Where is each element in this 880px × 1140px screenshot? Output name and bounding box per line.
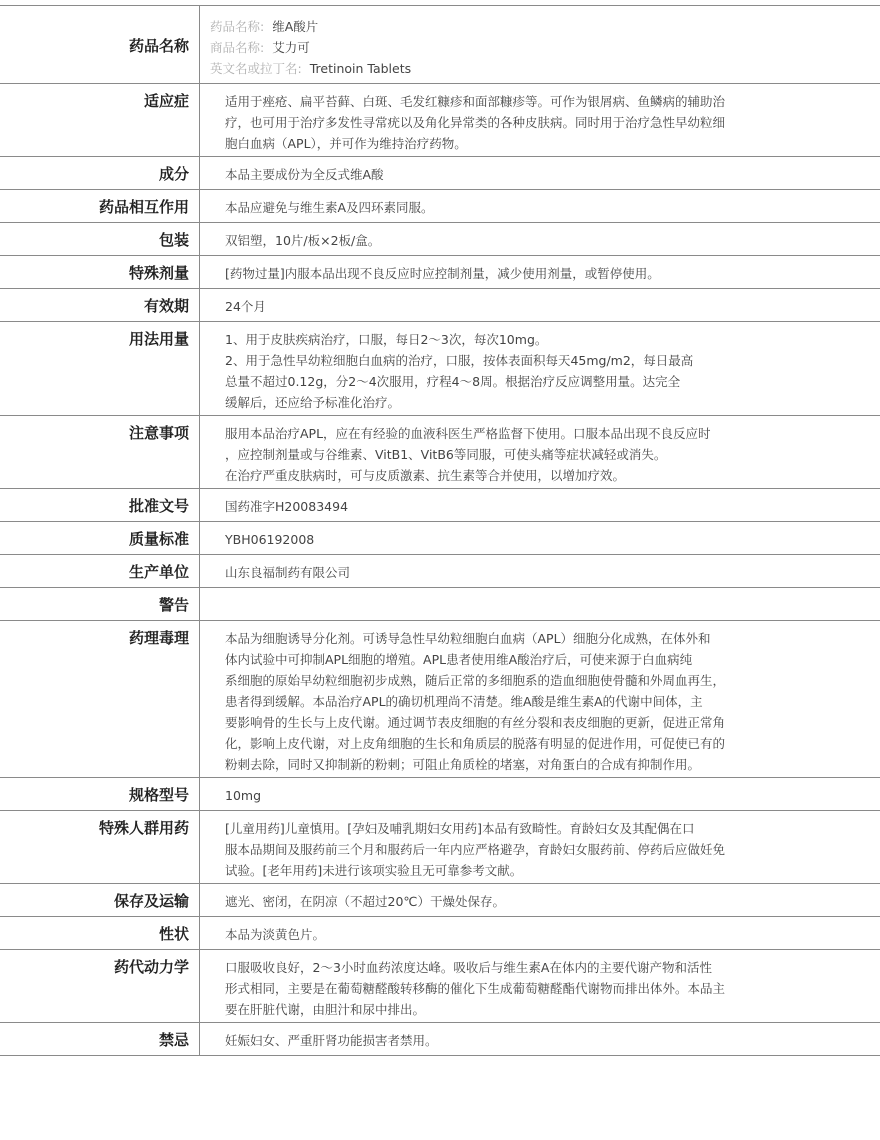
- row-value: [200, 588, 880, 620]
- row-label: 药品相互作用: [0, 190, 200, 222]
- brand-name: 艾力可: [272, 40, 310, 55]
- text-line: 疗，也可用于治疗多发性寻常疣以及角化异常类的各种皮肤病。同时用于治疗急性早幼粒细: [225, 115, 726, 130]
- text-line: 2、用于急性早幼粒细胞白血病的治疗，口服，按体表面积每天45mg/m2，每日最高: [225, 353, 694, 368]
- text-line: 总量不超过0.12g，分2～4次服用，疗程4～8周。根据治疗反应调整用量。达完全: [225, 374, 681, 389]
- row-value: [200, 416, 880, 488]
- row-value: [200, 157, 880, 189]
- table-row: [0, 223, 880, 256]
- text-line: 24个月: [225, 299, 266, 314]
- text-line: [药物过量]内服本品出现不良反应时应控制剂量，减少使用剂量，或暂停使用。: [225, 266, 660, 281]
- row-label: 药代动力学: [0, 950, 200, 1022]
- row-label: 保存及运输: [0, 884, 200, 916]
- text-line: YBH06192008: [225, 532, 315, 547]
- text-line: 遮光、密闭，在阴凉（不超过20℃）干燥处保存。: [225, 894, 505, 909]
- row-label: 包装: [0, 223, 200, 255]
- table-row: [0, 416, 880, 489]
- text-line: 适用于痤疮、扁平苔藓、白斑、毛发红糠疹和面部糠疹等。可作为银屑病、鱼鳞病的辅助治: [225, 94, 726, 109]
- text-line: 试验。[老年用药]未进行该项实验且无可靠参考文献。: [225, 863, 523, 878]
- row-value: [200, 289, 880, 321]
- text-line: 粉刺去除，同时又抑制新的粉刺；可阻止角质栓的堵塞，对角蛋白的合成有抑制作用。: [225, 757, 701, 772]
- text-line: 服用本品治疗APL，应在有经验的血液科医生严格监督下使用。口服本品出现不良反应时: [225, 426, 711, 441]
- row-label: 禁忌: [0, 1023, 200, 1055]
- row-label: 警告: [0, 588, 200, 620]
- row-drug-name: [0, 5, 880, 84]
- table-row: [0, 322, 880, 416]
- text-line: 要在肝脏代谢，由胆汁和尿中排出。: [225, 1002, 426, 1017]
- text-line: 双铝塑，10片/板×2板/盒。: [225, 233, 381, 248]
- table-row: [0, 84, 880, 157]
- row-label: 性状: [0, 917, 200, 949]
- text-line: 化，影响上皮代谢，对上皮角细胞的生长和角质层的脱落有明显的促进作用，可促使已有的: [225, 736, 726, 751]
- drug-name-key: 药品名称:: [210, 19, 265, 34]
- table-row: [0, 555, 880, 588]
- table-row: [0, 778, 880, 811]
- row-label: 特殊人群用药: [0, 811, 200, 883]
- brand-name-line: [210, 37, 870, 58]
- text-line: 本品为细胞诱导分化剂。可诱导急性早幼粒细胞白血病（APL）细胞分化成熟，在体外和: [225, 631, 711, 646]
- row-label: 注意事项: [0, 416, 200, 488]
- row-value: [200, 950, 880, 1022]
- text-line: 胞白血病（APL），并可作为维持治疗药物。: [225, 136, 467, 151]
- text-line: 患者得到缓解。本品治疗APL的确切机理尚不清楚。维A酸是维生素A的代谢中间体，主: [225, 694, 703, 709]
- table-row: [0, 522, 880, 555]
- text-line: 10mg: [225, 788, 262, 803]
- table-row: [0, 190, 880, 223]
- row-value: [200, 778, 880, 810]
- text-line: ，应控制剂量或与谷维素、VitB1、VitB6等同服，可使头痛等症状减轻或消失。: [225, 447, 667, 462]
- text-line: 要影响骨的生长与上皮代谢。通过调节表皮细胞的有丝分裂和表皮细胞的更新，促进正常角: [225, 715, 726, 730]
- text-line: 口服吸收良好，2～3小时血药浓度达峰。吸收后与维生素A在体内的主要代谢产物和活性: [225, 960, 712, 975]
- drug-info-table: [0, 5, 880, 1056]
- row-value: [200, 84, 880, 156]
- text-line: 服本品期间及服药前三个月和服药后一年内应严格避孕，育龄妇女服药前、停药后应做妊免: [225, 842, 726, 857]
- row-value: [200, 1023, 880, 1055]
- row-value: [200, 223, 880, 255]
- table-row: [0, 489, 880, 522]
- text-line: [儿童用药]儿童慎用。[孕妇及哺乳期妇女用药]本品有致畸性。育龄妇女及其配偶在口: [225, 821, 695, 836]
- row-value: [200, 555, 880, 587]
- text-line: 本品应避免与维生素A及四环素同服。: [225, 200, 434, 215]
- text-line: 国药准字H20083494: [225, 499, 349, 514]
- text-line: 在治疗严重皮肤病时，可与皮质激素、抗生素等合并使用，以增加疗效。: [225, 468, 626, 483]
- row-value: [200, 190, 880, 222]
- row-label: 适应症: [0, 84, 200, 156]
- drug-name-line: [210, 16, 870, 37]
- row-value: [200, 522, 880, 554]
- text-line: 本品主要成份为全反式维A酸: [225, 167, 384, 182]
- row-label: 药品名称: [0, 6, 200, 83]
- text-line: 系细胞的原始早幼粒细胞初步成熟，随后正常的多细胞系的造血细胞使骨髓和外周血再生，: [225, 673, 726, 688]
- table-row: [0, 811, 880, 884]
- row-label: 用法用量: [0, 322, 200, 415]
- english-name: Tretinoin Tablets: [309, 61, 412, 76]
- row-value: [200, 6, 880, 83]
- table-row: [0, 157, 880, 190]
- drug-name: 维A酸片: [272, 19, 319, 34]
- row-value: [200, 489, 880, 521]
- row-value: [200, 322, 880, 415]
- row-label: 药理毒理: [0, 621, 200, 777]
- row-label: 生产单位: [0, 555, 200, 587]
- table-row: [0, 917, 880, 950]
- row-value: [200, 917, 880, 949]
- english-name-line: [210, 58, 870, 79]
- row-label: 规格型号: [0, 778, 200, 810]
- english-name-key: 英文名或拉丁名:: [210, 61, 302, 76]
- text-line: 1、用于皮肤疾病治疗，口服，每日2～3次，每次10mg。: [225, 332, 548, 347]
- row-value: [200, 256, 880, 288]
- text-line: 缓解后，还应给予标准化治疗。: [225, 395, 401, 410]
- text-line: 本品为淡黄色片。: [225, 927, 326, 942]
- text-line: 山东良福制药有限公司: [225, 565, 351, 580]
- table-row: [0, 256, 880, 289]
- table-row: [0, 621, 880, 778]
- brand-name-key: 商品名称:: [210, 40, 265, 55]
- text-line: 形式相同，主要是在葡萄糖醛酸转移酶的催化下生成葡萄糖醛酯代谢物而排出体外。本品主: [225, 981, 726, 996]
- table-row: [0, 289, 880, 322]
- table-row: [0, 884, 880, 917]
- row-label: 成分: [0, 157, 200, 189]
- table-row: [0, 950, 880, 1023]
- row-label: 有效期: [0, 289, 200, 321]
- row-value: [200, 884, 880, 916]
- text-line: 妊娠妇女、严重肝肾功能损害者禁用。: [225, 1033, 438, 1048]
- table-row: [0, 1023, 880, 1056]
- row-value: [200, 621, 880, 777]
- row-label: 特殊剂量: [0, 256, 200, 288]
- text-line: 体内试验中可抑制APL细胞的增殖。APL患者使用维A酸治疗后，可使来源于白血病纯: [225, 652, 693, 667]
- row-label: 批准文号: [0, 489, 200, 521]
- row-value: [200, 811, 880, 883]
- table-row: [0, 588, 880, 621]
- row-label: 质量标准: [0, 522, 200, 554]
